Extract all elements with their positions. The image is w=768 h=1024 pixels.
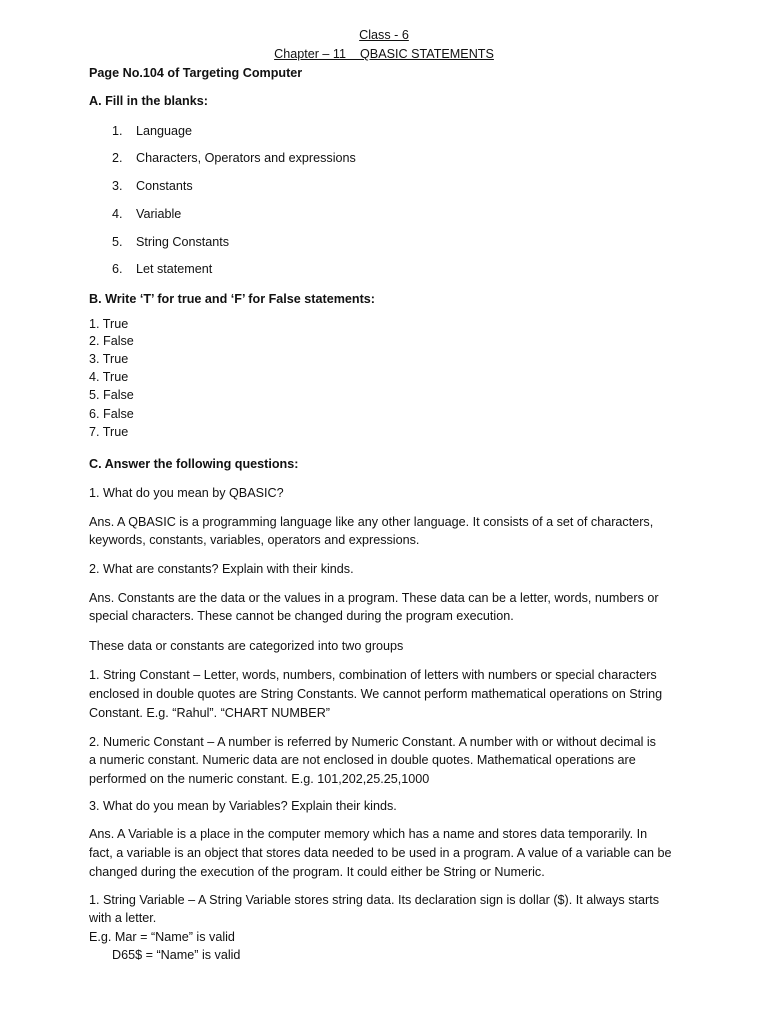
section-b-heading: B. Write ‘T’ for true and ‘F’ for False statements:: [89, 292, 375, 306]
question-3: 3. What do you mean by Variables? Explain their kinds.: [89, 799, 397, 813]
item-text: String Constants: [136, 235, 230, 249]
section-a-item: [112, 234, 229, 251]
answer-2-line: special characters. These cannot be changed during the program execution.: [89, 609, 514, 623]
example-line: D65$ = “Name” is valid: [112, 948, 241, 962]
question-1: 1. What do you mean by QBASIC?: [89, 486, 284, 500]
groups-intro: These data or constants are categorized into two groups: [89, 639, 404, 653]
item-text: Let statement: [136, 262, 213, 276]
section-a-item: [112, 261, 212, 278]
section-b-item: 6. False: [89, 407, 134, 421]
section-b-item: 4. True: [89, 370, 129, 384]
section-c-heading: C. Answer the following questions:: [89, 457, 299, 471]
section-b-item: 5. False: [89, 388, 134, 402]
answer-1-line: Ans. A QBASIC is a programming language like any other language. It consists of a set of characters,: [89, 515, 654, 529]
chapter-prefix: Chapter – 11: [274, 47, 346, 61]
numeric-constant-line: 2. Numeric Constant – A number is referred by Numeric Constant. A number with or without decimal is: [89, 735, 656, 749]
example-line: E.g. Mar = “Name” is valid: [89, 930, 235, 944]
page-reference: Page No.104 of Targeting Computer: [89, 66, 303, 80]
item-number: 1.: [112, 124, 123, 138]
item-text: Characters, Operators and expressions: [136, 151, 356, 165]
item-number: 2.: [112, 151, 123, 165]
section-b-item: 7. True: [89, 425, 129, 439]
question-2: 2. What are constants? Explain with their kinds.: [89, 562, 354, 576]
string-constant-line: enclosed in double quotes are String Constants. We cannot perform mathematical operations on String: [89, 687, 663, 701]
section-a-item: [112, 123, 192, 140]
item-number: 3.: [112, 179, 123, 193]
answer-3-line: fact, a variable is an object that stores data needed to be used in a program. A value of a variable can be: [89, 846, 672, 860]
item-number: 4.: [112, 207, 123, 221]
item-text: Constants: [136, 179, 193, 193]
section-a-item: [112, 178, 193, 195]
item-text: Variable: [136, 207, 182, 221]
string-variable-line: 1. String Variable – A String Variable stores string data. Its declaration sign is dollar ($). It always starts: [89, 893, 660, 907]
answer-1-line: keywords, constants, variables, operators and expressions.: [89, 533, 420, 547]
string-constant-line: Constant. E.g. “Rahul”. “CHART NUMBER”: [89, 706, 330, 720]
chapter-name: QBASIC STATEMENTS: [360, 47, 494, 61]
numeric-constant-line: performed on the numeric constant. E.g. 101,202,25.25,1000: [89, 772, 430, 786]
section-b-item: 3. True: [89, 352, 129, 366]
section-a-item: [112, 150, 356, 167]
section-a-item: [112, 206, 181, 223]
item-text: Language: [136, 124, 193, 138]
string-constant-line: 1. String Constant – Letter, words, numbers, combination of letters with numbers or special characters: [89, 668, 657, 682]
chapter-title: [0, 46, 768, 63]
item-number: 6.: [112, 262, 123, 276]
string-variable-line: with a letter.: [89, 911, 157, 925]
answer-2-line: Ans. Constants are the data or the values in a program. These data can be a letter, words, numbers or: [89, 591, 659, 605]
section-a-heading: A. Fill in the blanks:: [89, 94, 208, 108]
numeric-constant-line: a numeric constant. Numeric data are not enclosed in double quotes. Mathematical operations are: [89, 753, 636, 767]
item-number: 5.: [112, 235, 123, 249]
section-b-item: 2. False: [89, 334, 134, 348]
class-title: Class - 6: [359, 28, 409, 42]
section-b-item: 1. True: [89, 317, 129, 331]
answer-3-line: Ans. A Variable is a place in the computer memory which has a name and stores data temporarily. In: [89, 827, 648, 841]
answer-3-line: changed during the execution of the program. It could either be String or Numeric.: [89, 865, 545, 879]
